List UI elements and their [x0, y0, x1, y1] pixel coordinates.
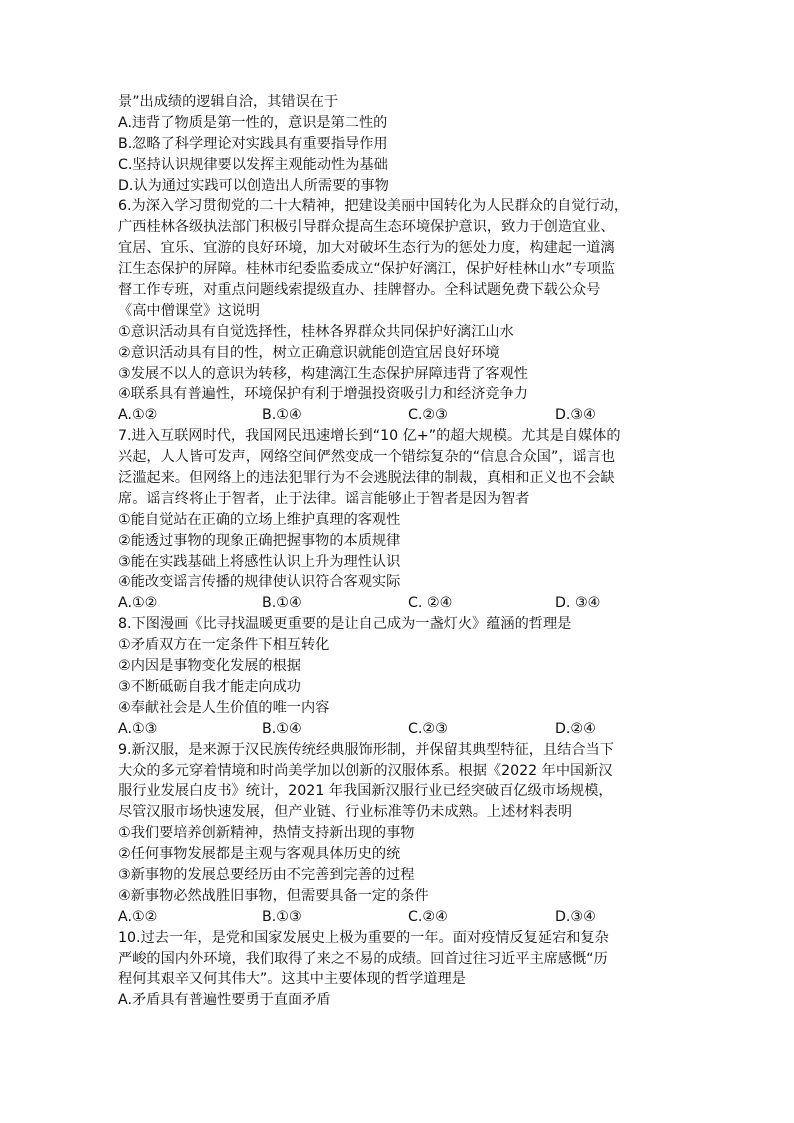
answer-option: B.①④ [262, 595, 302, 612]
statement-line: ④新事物必然战胜旧事物，但需要具备一定的条件 [118, 887, 429, 904]
text-line: 席。谣言终将止于智者，止于法律。谣言能够止于智者是因为智者 [118, 490, 530, 507]
answer-options-q7 [118, 593, 678, 614]
text-line: 景”出成绩的逻辑自洽，其错误在于 [118, 94, 339, 110]
text-line: 严峻的国内外环境，我们取得了来之不易的成绩。回首过往习近平主席感慨“历 [118, 950, 608, 967]
answer-option: B.①④ [262, 407, 302, 424]
question-10-stem: 10.过去一年，是党和国家发展史上极为重要的一年。面对疫情反复延宕和复杂 [118, 929, 609, 946]
statement-line: ①意识活动具有自觉选择性，桂林各界群众共同保护好漓江山水 [118, 323, 514, 340]
question-8-stem: 8.下图漫画《比寻找温暖更重要的是让自己成为一盏灯火》蕴涵的哲理是 [118, 616, 572, 633]
answer-option: D.③④ [555, 908, 596, 925]
option-line: C.坚持认识规律要以发挥主观能动性为基础 [118, 156, 388, 173]
statement-line: ②任何事物发展都是主观与客观具体历史的统 [118, 846, 401, 863]
statement-line: ①矛盾双方在一定条件下相互转化 [118, 637, 330, 654]
statement-line: ③能在实践基础上将感性认识上升为理性认识 [118, 553, 401, 570]
answer-option: D.②④ [555, 720, 596, 737]
statement-line: ①我们要培养创新精神，热情支持新出现的事物 [118, 825, 415, 842]
answer-options-q9 [118, 907, 678, 928]
option-line: A.矛盾具有普遍性要勇于直面矛盾 [118, 992, 331, 1009]
text-line: 江生态保护的屏障。桂林市纪委监委成立“保护好漓江，保护好桂林山水”专项监 [118, 261, 616, 278]
text-line: 大众的多元穿着情境和时尚美学加以创新的汉服体系。根据《2022 年中国新汉 [118, 762, 613, 779]
question-7-stem: 7.进入互联网时代，我国网民迅速增长到“10 亿+”的超大规模。尤其是自媒体的 [118, 428, 621, 445]
statement-line: ④奉献社会是人生价值的唯一内容 [118, 699, 330, 716]
statement-line: ③不断砥砺自我才能走向成功 [118, 678, 301, 695]
document-page [118, 92, 678, 1011]
statement-line: ②能透过事物的现象正确把握事物的本质规律 [118, 532, 401, 549]
text-line: 尽管汉服市场快速发展，但产业链、行业标准等仍未成熟。上述材料表明 [118, 804, 573, 821]
text-line: 泛滥起来。但网络上的违法犯罪行为不会逃脱法律的制裁，真相和正义也不会缺 [118, 470, 615, 487]
statement-line: ②内因是事物变化发展的根据 [118, 658, 301, 675]
answer-option: C. ②④ [408, 595, 453, 612]
option-line: B.忽略了科学理论对实践具有重要指导作用 [118, 135, 388, 152]
answer-option: B.①③ [262, 908, 302, 925]
text-line: 程何其艰辛又何其伟大”。这其中主要体现的哲学道理是 [118, 971, 466, 988]
text-line: 督工作专班，对重点问题线索提级直办、挂牌督办。全科试题免费下载公众号 [118, 282, 601, 299]
option-line: A.违背了物质是第一性的，意识是第二性的 [118, 114, 388, 131]
text-line: 服行业发展白皮书》统计，2021 年我国新汉服行业已经突破百亿级市场规模， [118, 783, 613, 800]
text-line: 《高中僧课堂》这说明 [118, 302, 260, 319]
answer-option: D.③④ [555, 407, 596, 424]
statement-line: ③新事物的发展总要经历由不完善到完善的过程 [118, 866, 415, 883]
statement-line: ③发展不以人的意识为转移，构建漓江生态保护屏障违背了客观性 [118, 365, 528, 382]
statement-line: ④能改变谣言传播的规律使认识符合客观实际 [118, 574, 401, 591]
answer-option: C.②③ [408, 720, 448, 737]
answer-option: D. ③④ [555, 595, 601, 612]
text-line: 广西桂林各级执法部门积极引导群众提高生态环境保护意识，致力于创造宜业、 [118, 219, 615, 236]
text-line: 兴起，人人皆可发声，网络空间俨然变成一个错综复杂的“信息合众国”，谣言也 [118, 449, 616, 466]
text-line: 宜居、宜乐、宜游的良好环境，加大对破坏生态行为的惩处力度，构建起一道漓 [118, 240, 615, 257]
answer-option: B.①④ [262, 720, 302, 737]
statement-line: ④联系具有普遍性，环境保护有利于增强投资吸引力和经济竞争力 [118, 386, 528, 403]
answer-option: A.①② [118, 908, 158, 925]
answer-options-q6 [118, 405, 678, 426]
question-6-stem: 6.为深入学习贯彻党的二十大精神，把建设美丽中国转化为人民群众的自觉行动， [118, 198, 629, 215]
answer-option: A.①③ [118, 720, 158, 737]
answer-option: A.①② [118, 407, 158, 424]
statement-line: ②意识活动具有目的性，树立正确意识就能创造宜居良好环境 [118, 344, 500, 361]
answer-option: C.②④ [408, 908, 448, 925]
answer-option: A.①② [118, 595, 158, 612]
statement-line: ①能自觉站在正确的立场上维护真理的客观性 [118, 511, 401, 528]
answer-option: C.②③ [408, 407, 448, 424]
option-line: D.认为通过实践可以创造出人所需要的事物 [118, 177, 389, 194]
answer-options-q8 [118, 719, 678, 740]
question-9-stem: 9.新汉服，是来源于汉民族传统经典服饰形制，并保留其典型特征，且结合当下 [118, 741, 614, 758]
